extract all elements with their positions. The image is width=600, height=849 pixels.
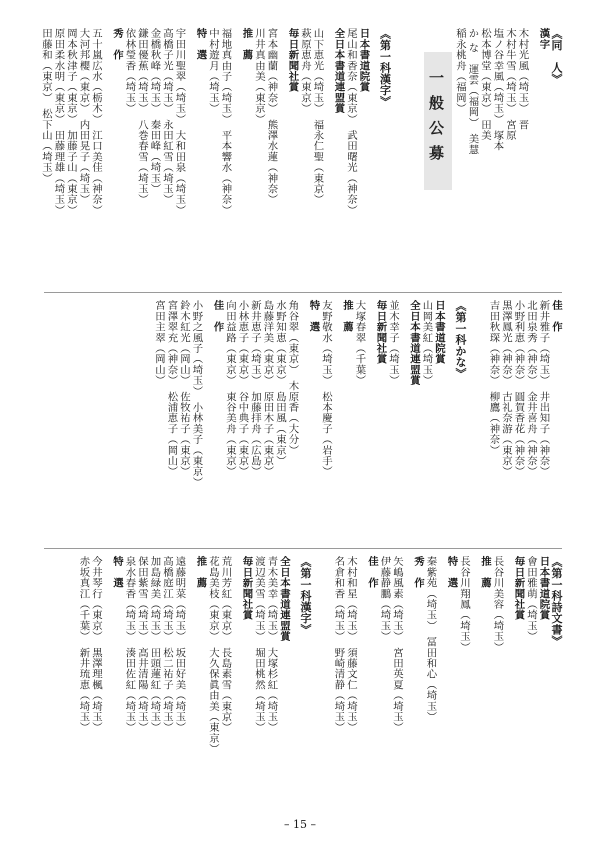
section-heading: 《第一科漢字》	[378, 28, 392, 108]
entry-column: 保田紫雪（埼玉） 高井清陽（埼玉）	[136, 556, 148, 733]
entry-column: 並木幸子（埼玉）	[387, 300, 399, 386]
section-dojin-kanji	[40, 28, 563, 286]
entry-column: 原田柔水明（東京） 田藤理雄（埼玉）	[52, 28, 65, 216]
entry-column: 大塚春翠（千葉）	[353, 300, 366, 386]
entry-column: 日本書道院賞	[537, 556, 550, 621]
entry-column: 萩原恵舟（東京）	[299, 28, 311, 114]
entry-column: 特 選	[111, 556, 123, 589]
entry-column: 稲永桃舟（福岡）	[454, 28, 466, 114]
section-shibunsho-kanji	[44, 556, 562, 806]
entry-column: 友野敬水（埼玉） 松本慶子（岩手）	[320, 300, 332, 477]
entry-column: 推 薦	[194, 556, 207, 589]
entry-column: 岡本秋津子（東京） 加藤子山（東京）	[65, 28, 77, 216]
entry-column: 小野之風子（埼玉） 小林美子（東京）	[190, 300, 203, 488]
entry-column: 特 選	[194, 28, 207, 61]
entry-column: 水野知恵（東京） 島田風（東京）	[274, 300, 286, 466]
entry-column: 島藤洋美（東京） 原田木子（東京）	[261, 300, 274, 477]
entry-column: 荒川芳紅（東京） 長島素雪（東京）	[219, 556, 232, 733]
entry-column: 宮澤翠充（神奈） 松浦恵子（岡山）	[165, 300, 178, 477]
section-heading: 《第一科かな》	[454, 300, 467, 380]
section-divider	[44, 548, 562, 549]
entry-column: 小野利恵（神奈） 圓賀香花（神奈）	[512, 300, 525, 477]
entry-column: 川井真由美（東京）	[253, 28, 265, 125]
entry-column: 塩ノ谷幸風（埼玉） 塚本	[491, 28, 504, 152]
entry-column: 今井琴行（東京） 黒澤理楓（埼玉）	[90, 556, 102, 733]
entry-column: 福地真由子（埼玉） 平本響水（神奈）	[219, 28, 232, 216]
entry-column: 山岡美紅（埼玉）	[420, 300, 433, 386]
entry-column: 赤坂真江（千葉） 新井琉恵（埼玉）	[77, 556, 90, 733]
entry-column: 青木美幸（埼玉） 大塚杉紅（埼玉）	[265, 556, 278, 733]
entry-column: 毎日新聞社賞	[512, 556, 525, 621]
entry-column: 新井雅子（埼玉） 井出知子（神奈）	[537, 300, 550, 477]
entry-column: 長谷川翔鳳（埼玉）	[458, 556, 470, 653]
entry-column: 鎌田優蕉（埼玉） 八巻春雪（埼玉）	[136, 28, 148, 205]
entry-column: 秀 作	[412, 556, 424, 589]
entry-column: 新井恵子（埼玉） 加藤拝舟（広島）	[249, 300, 261, 477]
entry-column: 佳 作	[211, 300, 224, 333]
entry-column: 尾山和香奈（東京） 武田曙光（神奈）	[345, 28, 357, 216]
entry-column: 松本博堂（東京） 田美	[479, 28, 491, 141]
entry-column: 吉田秋琛（神奈） 柳鷹（神奈）	[487, 300, 500, 456]
page-number: – 15 –	[284, 818, 316, 831]
entry-column: 全日本書道連盟賞	[332, 28, 345, 114]
banner-text: 一般公募	[427, 70, 445, 170]
entry-column: 加島緑美（埼玉） 田頭蓮紅（埼玉）	[148, 556, 161, 733]
entry-column: 遠藤明菜（埼玉） 坂田好美（埼玉）	[173, 556, 186, 733]
entry-column: 依林瑩香（埼玉）	[123, 28, 136, 114]
entry-column: 秦紫苑（埼玉） 冨田和心（埼玉）	[424, 556, 437, 722]
entry-column: 鈴木紅光（岡山） 佐牧祐子（東京）	[178, 300, 190, 477]
entry-column: 會田雅萌（埼玉）	[525, 556, 537, 642]
entry-column: 全日本書道連盟賞	[278, 556, 290, 642]
entry-column: 推 薦	[341, 300, 353, 333]
entry-column: 全日本書道連盟賞	[408, 300, 420, 386]
entry-column: 毎日新聞社賞	[374, 300, 387, 365]
entry-column: 日本書道院賞	[433, 300, 445, 365]
section-divider	[44, 292, 562, 293]
entry-column: 田藤和（東京） 松下山（埼玉）	[40, 28, 52, 184]
entry-column: 漢字	[537, 28, 550, 50]
entry-column: 日本書道院賞	[357, 28, 370, 93]
section-heading: 《第一科漢字》	[299, 556, 312, 636]
entry-column: 秀 作	[111, 28, 123, 61]
column-list	[153, 300, 563, 540]
entry-column: 推 薦	[479, 556, 491, 589]
entry-column: 金橋秋峰（埼玉） 秦田峰（埼玉）	[148, 28, 161, 194]
section-heading: 《第一科詩文書》	[550, 556, 563, 647]
entry-column: 佳 作	[550, 300, 562, 333]
entry-column: 伊藤静鵬（埼玉）	[378, 556, 391, 642]
entry-column: 大河邦櫻（東京） 内田晃子（埼玉）	[77, 28, 90, 205]
entry-column: 渡辺美雪（埼玉） 堀田桃然（埼玉）	[253, 556, 265, 733]
entry-column: 高橋庭江（埼玉） 松二祐子（埼玉）	[161, 556, 173, 733]
entry-column: 特 選	[445, 556, 458, 589]
entry-column: 特 選	[307, 300, 320, 333]
entry-column: か な 運雲（福岡） 美慧	[466, 28, 479, 155]
entry-column: 北田泉秀（神奈） 金井喜舟（神奈）	[525, 300, 537, 477]
entry-column: 向田益路（東京） 東谷美舟（東京）	[224, 300, 236, 477]
entry-column: 花島美枝（東京） 大久保眞由美（東京）	[207, 556, 219, 755]
entry-column: 泉水春香（埼玉） 湊田佐紅（埼玉）	[123, 556, 136, 733]
entry-column: 山下恵光（埼玉） 福永仁聖（東京）	[311, 28, 324, 205]
entry-column: 宮本幽蘭（神奈） 熊澤水蓮（神奈）	[265, 28, 278, 205]
entry-column: 木村光風（埼玉） 晋	[516, 28, 529, 130]
entry-column: 毎日新聞社賞	[240, 556, 253, 621]
entry-column: 名倉和香（埼玉） 野崎清静（埼玉）	[332, 556, 345, 733]
entry-column: 推 薦	[240, 28, 253, 61]
section-heading: 《同 人》	[550, 28, 563, 85]
entry-column: 佳 作	[366, 556, 378, 589]
entry-column: 五十嵐広水（栃木） 江口美佳（神奈）	[90, 28, 102, 216]
entry-column: 宇田川聖翠（埼玉） 大和田泉（埼玉）	[173, 28, 186, 216]
entry-column: 宮田主翠（岡山）	[153, 300, 165, 386]
entry-column: 中村遊月（埼玉）	[207, 28, 219, 114]
entry-column: 黒澤鳳光（神奈） 古礼奈游（東京）	[500, 300, 512, 477]
entry-column: 小林恵子（東京） 谷中典子（東京）	[236, 300, 249, 477]
entry-column: 角谷翠（東京） 木原香（大分）	[286, 300, 299, 456]
entry-column: 木村和星（埼玉） 須藤文仁（埼玉）	[345, 556, 357, 733]
column-list	[77, 556, 562, 806]
column-list	[40, 28, 563, 286]
section-kana	[44, 300, 562, 540]
entry-column: 毎日新聞社賞	[286, 28, 299, 93]
entry-column: 高橋子光（埼玉） 永田紅雪（埼玉）	[161, 28, 173, 205]
entry-column: 長谷川美容（埼玉）	[491, 556, 504, 653]
entry-column: 木村牛雪（埼玉） 宮原	[504, 28, 516, 141]
entry-column: 矢嶋風素（埼玉） 宮田英夏（埼玉）	[391, 556, 403, 733]
